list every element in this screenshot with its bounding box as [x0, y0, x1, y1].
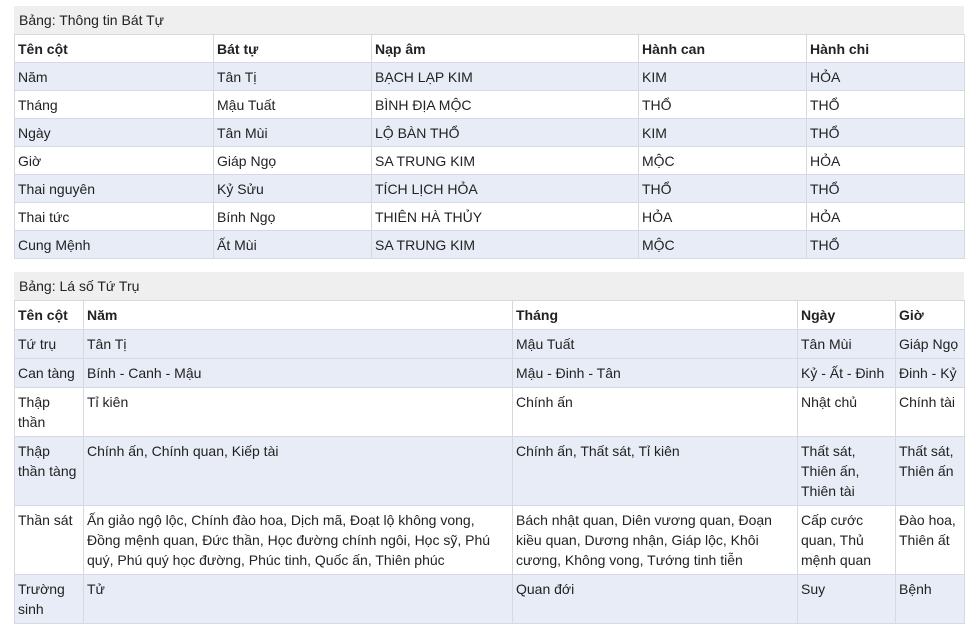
table-cell: Thất sát, Thiên ấn — [896, 437, 965, 506]
table-cell: Ấn giảo ngộ lộc, Chính đào hoa, Dịch mã, Đoạt lộ không vong, Đồng mệnh quan, Đức thần, Học đường chính ngôi, Học sỹ, Phú quý, Phú quý học đường, Phúc tinh, Quốc ấn, Thiên phúc — [84, 506, 513, 575]
table-cell: Chính tài — [896, 388, 965, 437]
table-cell: Thập thần — [15, 388, 84, 437]
table-caption: Bảng: Thông tin Bát Tự — [14, 6, 964, 34]
table-cell: Quan đới — [513, 575, 798, 624]
table-cell: BẠCH LẠP KIM — [372, 63, 639, 91]
table-cell: Cấp cước quan, Thủ mệnh quan — [798, 506, 896, 575]
table-cell: Chính ấn, Thất sát, Tỉ kiên — [513, 437, 798, 506]
table-row — [15, 575, 965, 624]
table-cell: SA TRUNG KIM — [372, 147, 639, 175]
table-cell: Cung Mệnh — [15, 231, 214, 259]
table-cell: Tỉ kiên — [84, 388, 513, 437]
table-cell: THỔ — [639, 175, 807, 203]
table-cell: THỔ — [807, 231, 965, 259]
table-cell: Tháng — [15, 91, 214, 119]
table-row — [15, 175, 965, 203]
table-row — [15, 147, 965, 175]
table-cell: THỔ — [639, 91, 807, 119]
table-cell: Chính ấn, Chính quan, Kiếp tài — [84, 437, 513, 506]
table-cell: KIM — [639, 119, 807, 147]
table-cell: Thần sát — [15, 506, 84, 575]
table-row — [15, 231, 965, 259]
column-header: Tên cột — [15, 301, 84, 330]
column-header: Bát tự — [214, 35, 372, 63]
table-cell: THIÊN HÀ THỦY — [372, 203, 639, 231]
table-row — [15, 359, 965, 388]
table-cell: Kỷ - Ất - Đinh — [798, 359, 896, 388]
table-cell: THỔ — [807, 119, 965, 147]
column-header: Hành can — [639, 35, 807, 63]
table-cell: Thai tức — [15, 203, 214, 231]
table-cell: Kỷ Sửu — [214, 175, 372, 203]
table-cell: Chính ấn — [513, 388, 798, 437]
table-cell: MỘC — [639, 147, 807, 175]
table-cell: Giờ — [15, 147, 214, 175]
table-cell: THỔ — [807, 91, 965, 119]
table-row — [15, 506, 965, 575]
table-cell: Nhật chủ — [798, 388, 896, 437]
table-cell: Thập thần tàng — [15, 437, 84, 506]
table-cell: HỎA — [807, 203, 965, 231]
table-cell: TÍCH LỊCH HỎA — [372, 175, 639, 203]
table-cell: Tân Tị — [84, 330, 513, 359]
table-caption: Bảng: Lá số Tứ Trụ — [14, 272, 964, 300]
table-cell: Mậu Tuất — [214, 91, 372, 119]
table-cell: Tử — [84, 575, 513, 624]
table-cell: Bách nhật quan, Diên vương quan, Đoạn kiều quan, Dương nhận, Giáp lộc, Khôi cương, Không vong, Tướng tinh tiễn — [513, 506, 798, 575]
table-cell: Can tàng — [15, 359, 84, 388]
table-cell: Suy — [798, 575, 896, 624]
table-cell: Giáp Ngọ — [896, 330, 965, 359]
table-cell: LỘ BÀN THỔ — [372, 119, 639, 147]
column-header: Tên cột — [15, 35, 214, 63]
table-cell: Đinh - Kỷ — [896, 359, 965, 388]
table-cell: Tân Mùi — [798, 330, 896, 359]
table-cell: HỎA — [639, 203, 807, 231]
column-header: Hành chi — [807, 35, 965, 63]
column-header: Tháng — [513, 301, 798, 330]
table-cell: Giáp Ngọ — [214, 147, 372, 175]
table-cell: THỔ — [807, 175, 965, 203]
column-header: Ngày — [798, 301, 896, 330]
column-header: Năm — [84, 301, 513, 330]
table-row — [15, 63, 965, 91]
table-cell: Mậu Tuất — [513, 330, 798, 359]
table-cell: Bính Ngọ — [214, 203, 372, 231]
table-row — [15, 91, 965, 119]
table-row — [15, 203, 965, 231]
table-row — [15, 437, 965, 506]
header-row — [15, 301, 965, 330]
table-cell: Ngày — [15, 119, 214, 147]
table-cell: HỎA — [807, 147, 965, 175]
column-header: Nạp âm — [372, 35, 639, 63]
table-cell: Năm — [15, 63, 214, 91]
table-cell: Tứ trụ — [15, 330, 84, 359]
table-cell: KIM — [639, 63, 807, 91]
table-cell: HỎA — [807, 63, 965, 91]
bat-tu-info-table — [14, 6, 964, 259]
table-row — [15, 388, 965, 437]
table-cell: Bính - Canh - Mậu — [84, 359, 513, 388]
table-cell: Thai nguyên — [15, 175, 214, 203]
table-cell: SA TRUNG KIM — [372, 231, 639, 259]
table-cell: MỘC — [639, 231, 807, 259]
table-cell: Đào hoa, Thiên ất — [896, 506, 965, 575]
table-cell: Bệnh — [896, 575, 965, 624]
column-header: Giờ — [896, 301, 965, 330]
table-row — [15, 119, 965, 147]
table-cell: Ất Mùi — [214, 231, 372, 259]
table-cell: Tân Mùi — [214, 119, 372, 147]
table-cell: Mậu - Đinh - Tân — [513, 359, 798, 388]
table-row — [15, 330, 965, 359]
header-row — [15, 35, 965, 63]
table-cell: Tân Tị — [214, 63, 372, 91]
table-cell: Thất sát, Thiên ấn, Thiên tài — [798, 437, 896, 506]
table-cell: BÌNH ĐỊA MỘC — [372, 91, 639, 119]
tu-tru-chart-table — [14, 272, 964, 624]
table-cell: Trường sinh — [15, 575, 84, 624]
